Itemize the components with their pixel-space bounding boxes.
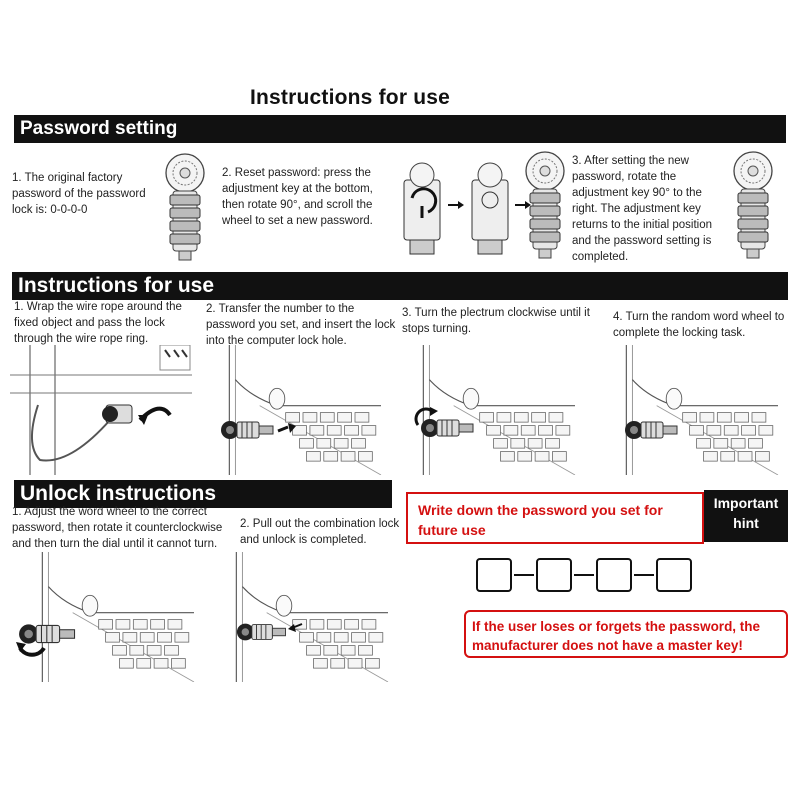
wire-rope-illustration [10, 345, 192, 475]
password-digit-box [476, 558, 512, 592]
section-header-password-setting: Password setting [14, 115, 786, 143]
instruction-step-2: 2. Transfer the number to the password you set, and insert the lock into the computer lock hole. [206, 303, 396, 347]
password-step-3: 3. After setting the new password, rotate the adjustment key 90° to the right. The adjustment key returns to the initial position and the password setting is completed. [572, 155, 712, 263]
password-digit-box [596, 558, 632, 592]
locked-illustration [612, 345, 788, 475]
section-header-instructions: Instructions for use [12, 272, 788, 300]
instruction-step-1: 1. Wrap the wire rope around the fixed object and pass the lock through the wire rope ring. [14, 301, 182, 345]
password-step-1: 1. The original factory password of the password lock is: 0-0-0-0 [12, 172, 146, 216]
page-title: Instructions for use [249, 86, 451, 109]
lock-rotated-illustration [520, 150, 570, 262]
write-down-text: Write down the password you set for future use [418, 502, 663, 538]
password-digit-box [536, 558, 572, 592]
instruction-step-4: 4. Turn the random word wheel to complete the locking task. [613, 311, 785, 339]
warning-box [464, 610, 788, 658]
important-hint-label: Important hint [704, 490, 788, 542]
unlock-step-1: 1. Adjust the word wheel to the correct password, then rotate it counterclockwise and then turn the dial until it cannot turn. [12, 506, 223, 550]
password-digit-box [656, 558, 692, 592]
lock-final-illustration [728, 150, 778, 262]
unlock-pull-illustration [228, 552, 392, 682]
section-header-unlock: Unlock instructions [14, 480, 392, 508]
warning-text: If the user loses or forgets the password, the manufacturer does not have a master key! [472, 619, 761, 653]
password-step-2: 2. Reset password: press the adjustment key at the bottom, then rotate 90°, and scroll the wheel to set a new password. [222, 167, 373, 227]
password-blanks [476, 558, 706, 598]
turn-plectrum-illustration [406, 345, 588, 475]
unlock-rotate-illustration [10, 552, 222, 682]
write-down-box [406, 492, 704, 544]
insert-lock-illustration [212, 345, 394, 475]
lock-illustration [160, 152, 210, 264]
unlock-step-2: 2. Pull out the combination lock and unlock is completed. [240, 518, 400, 546]
instruction-step-3: 3. Turn the plectrum clockwise until it stops turning. [402, 307, 590, 335]
